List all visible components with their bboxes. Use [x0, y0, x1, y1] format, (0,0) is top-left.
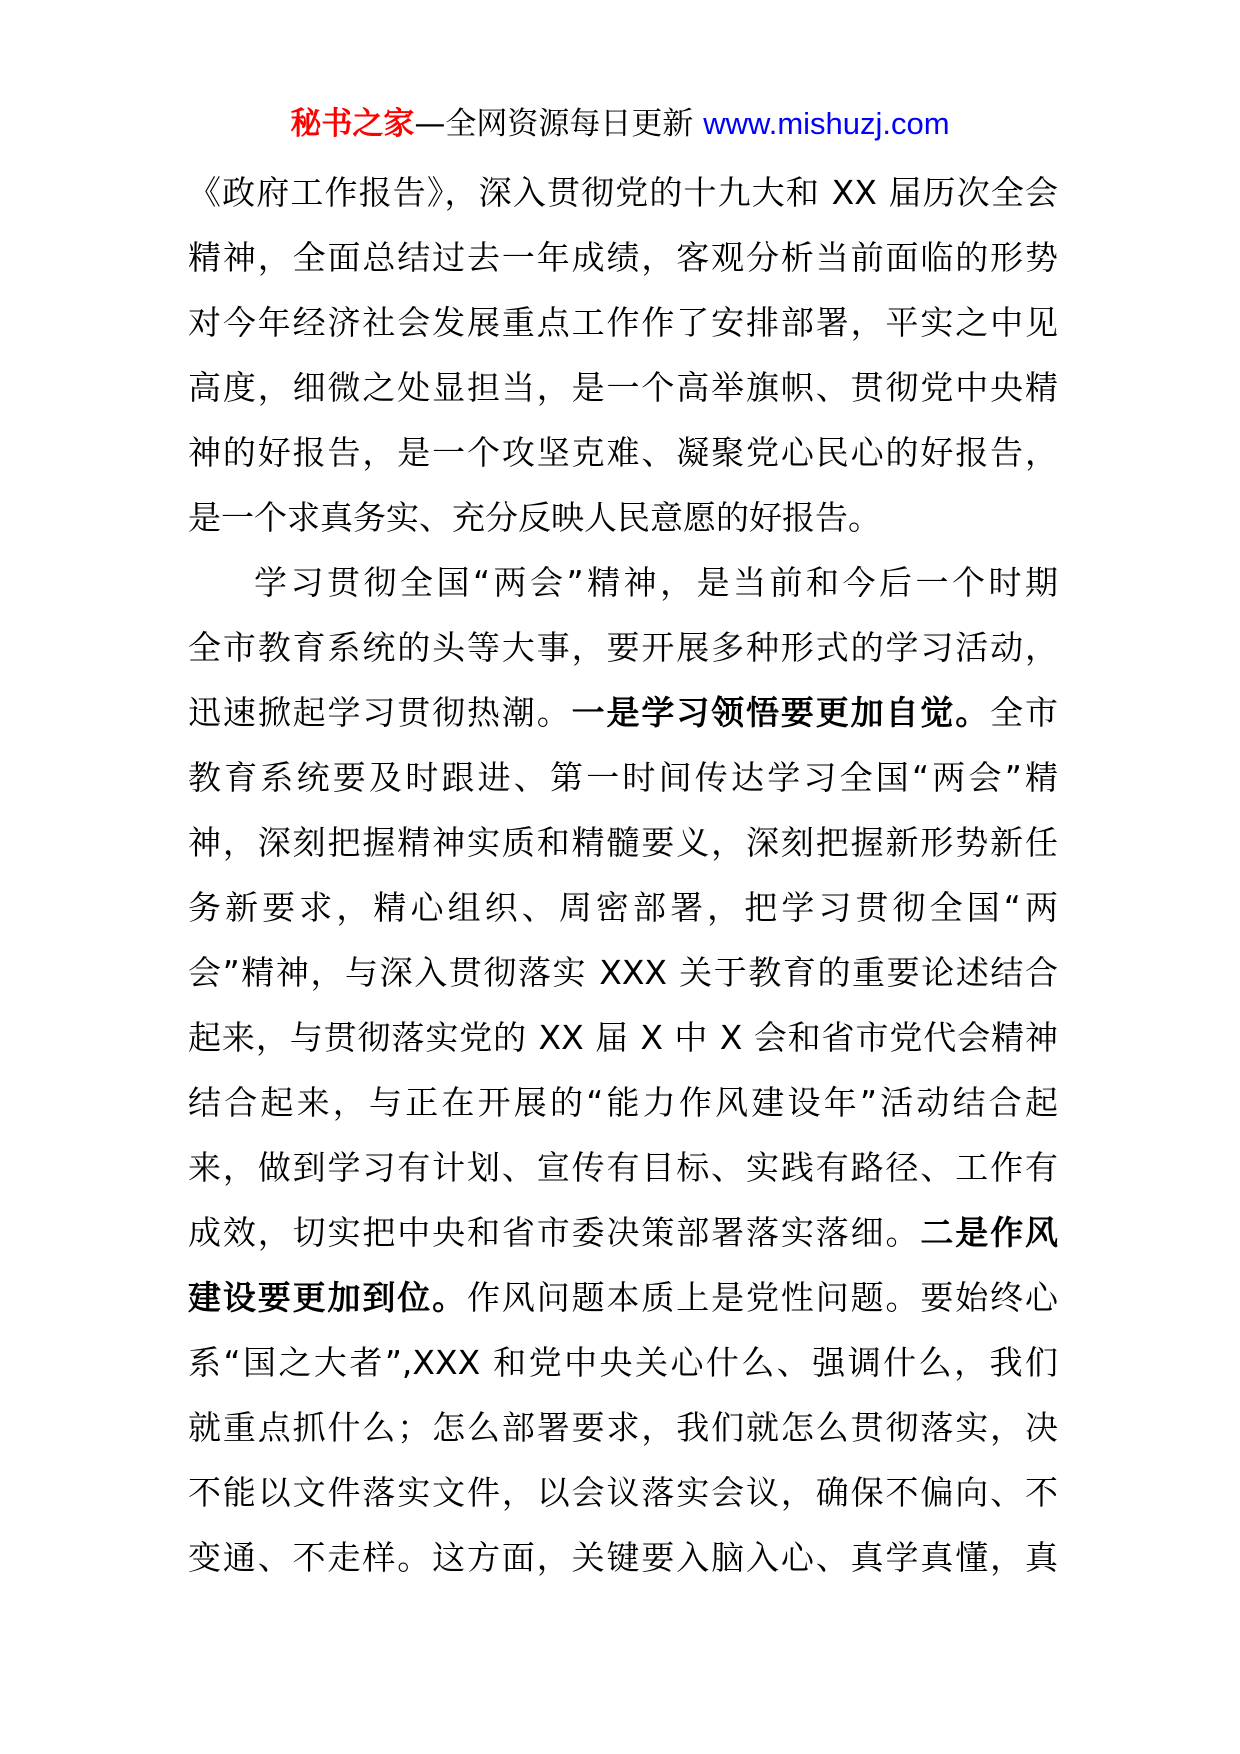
text-line	[188, 680, 1058, 745]
text-segment: 成效，切实把中央和省市委决策部署落实落细。	[188, 1213, 921, 1252]
text-line: 就重点抓什么；怎么部署要求，我们就怎么贯彻落实，决	[188, 1408, 1058, 1447]
site-url-link[interactable]: www.mishuzj.com	[703, 106, 950, 141]
text-line: 对今年经济社会发展重点工作作了安排部署，平实之中见	[188, 303, 1058, 342]
text-segment: 全市	[990, 693, 1058, 732]
text-line: 教育系统要及时跟进、第一时间传达学习全国“两会”精	[188, 758, 1058, 797]
text-line: 结合起来，与正在开展的“能力作风建设年”活动结合起	[188, 1083, 1058, 1122]
document-body	[188, 160, 1058, 1590]
text-line: 务新要求，精心组织、周密部署，把学习贯彻全国“两	[188, 888, 1058, 927]
site-header	[0, 104, 1240, 144]
text-line: 系“国之大者”,XXX 和党中央关心什么、强调什么，我们	[188, 1343, 1058, 1382]
text-line: 会”精神，与深入贯彻落实 XXX 关于教育的重要论述结合	[188, 953, 1058, 992]
text-line: 起来，与贯彻落实党的 XX 届 X 中 X 会和省市党代会精神	[188, 1018, 1058, 1057]
text-line: 全市教育系统的头等大事，要开展多种形式的学习活动，	[188, 628, 1058, 667]
text-line	[188, 1265, 1058, 1330]
brand-name: 秘书之家	[290, 106, 415, 142]
text-segment: 作风问题本质上是党性问题。要始终心	[467, 1278, 1058, 1317]
text-line: 神的好报告，是一个攻坚克难、凝聚党心民心的好报告，	[188, 433, 1058, 472]
text-line: 高度，细微之处显担当，是一个高举旗帜、贯彻党中央精	[188, 368, 1058, 407]
text-line	[188, 1200, 1058, 1265]
text-line: 《政府工作报告》，深入贯彻党的十九大和 XX 届历次全会	[188, 173, 1058, 212]
text-line: 变通、不走样。这方面，关键要入脑入心、真学真懂，真	[188, 1538, 1058, 1577]
text-line: 来，做到学习有计划、宣传有目标、实践有路径、工作有	[188, 1148, 1058, 1187]
text-segment: 迅速掀起学习贯彻热潮。	[188, 693, 572, 732]
header-tagline: —全网资源每日更新	[414, 106, 704, 142]
bold-heading: 一是学习领悟要更加自觉。	[571, 693, 991, 732]
text-line: 不能以文件落实文件，以会议落实会议，确保不偏向、不	[188, 1473, 1058, 1512]
text-line: 神，深刻把握精神实质和精髓要义，深刻把握新形势新任	[188, 823, 1058, 862]
text-line: 学习贯彻全国“两会”精神，是当前和今后一个时期	[254, 563, 1058, 602]
text-line: 精神，全面总结过去一年成绩，客观分析当前面临的形势	[188, 238, 1058, 277]
bold-heading: 建设要更加到位。	[188, 1278, 467, 1317]
text-line: 是一个求真务实、充分反映人民意愿的好报告。	[188, 498, 881, 537]
bold-heading: 二是作风	[920, 1213, 1058, 1252]
